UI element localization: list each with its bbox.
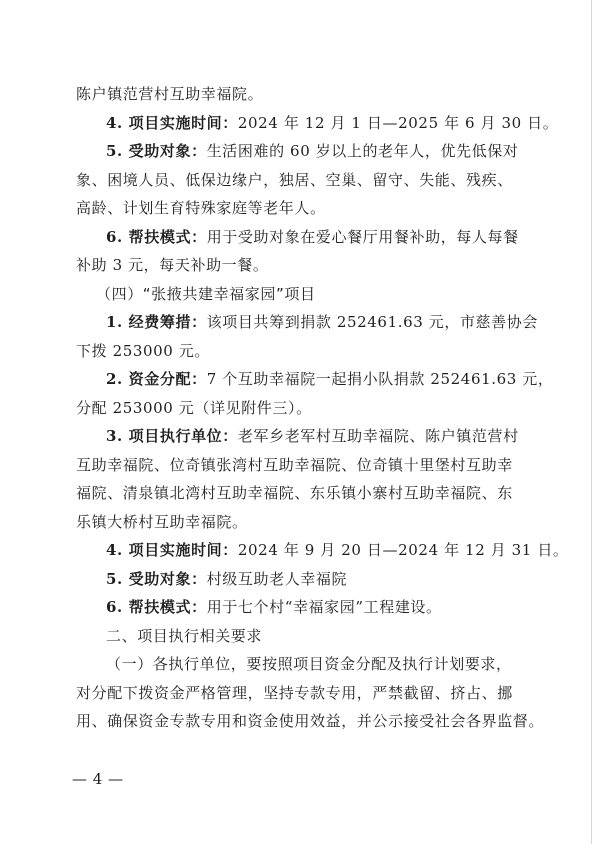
item-line xyxy=(76,565,528,594)
line-text: 分配 253000 元（详见附件三）。 xyxy=(76,398,312,417)
item-label: 5. 受助对象： xyxy=(106,142,207,160)
text-line xyxy=(76,679,528,708)
item-line xyxy=(76,536,569,565)
item-line xyxy=(76,422,528,451)
item-text: 该项目共筹到捐款 252461.63 元，市慈善协会 xyxy=(206,313,538,331)
line-text: （一）各执行单位，要按照项目资金分配及执行计划要求， xyxy=(106,655,512,673)
text-line xyxy=(76,166,528,195)
subsection-heading xyxy=(76,280,528,309)
paragraph-line xyxy=(76,650,528,679)
item-line xyxy=(76,137,528,166)
text-line xyxy=(76,451,528,480)
item-line xyxy=(76,223,528,252)
item-line xyxy=(76,593,528,622)
item-label: 4. 项目实施时间： xyxy=(106,113,238,132)
item-label: 4. 项目实施时间： xyxy=(106,541,238,559)
item-text: 2024 年 9 月 20 日—2024 年 12 月 31 日。 xyxy=(237,541,569,559)
item-label: 5. 受助对象： xyxy=(106,569,207,588)
scan-edge-line xyxy=(591,0,592,844)
text-line xyxy=(76,707,545,736)
heading-text: 二、项目执行相关要求 xyxy=(106,626,263,645)
line-text: 陈户镇范营村互助幸福院。 xyxy=(76,85,264,103)
line-text: 补助 3 元，每天补助一餐。 xyxy=(76,256,269,274)
item-text: 7 个互助幸福院一起捐小队捐款 252461.63 元， xyxy=(206,370,554,388)
line-text: 对分配下拨资金严格管理，坚持专款专用，严禁截留、挤占、挪 xyxy=(76,683,513,702)
text-line xyxy=(76,394,528,423)
line-text: 象、困境人员、低保边缘户，独居、空巢、留守、失能、残疾、 xyxy=(76,170,513,189)
text-line xyxy=(76,194,528,223)
text-line xyxy=(76,337,528,366)
item-label: 6. 帮扶模式： xyxy=(106,598,207,616)
text-line xyxy=(76,80,528,109)
page-number: — 4 — xyxy=(72,770,124,788)
item-label: 2. 资金分配： xyxy=(106,370,207,388)
line-text: 福院、清泉镇北湾村互助幸福院、东乐镇小寨村互助幸福院、东 xyxy=(76,484,513,502)
item-line xyxy=(76,365,554,394)
item-label: 1. 经费筹措： xyxy=(106,313,207,331)
line-text: 高龄、计划生育特殊家庭等老年人。 xyxy=(76,199,326,217)
text-line xyxy=(76,479,528,508)
line-text: 乐镇大桥村互助幸福院。 xyxy=(76,512,248,531)
section-heading xyxy=(76,622,528,651)
item-label: 3. 项目执行单位： xyxy=(106,427,238,445)
line-text: 下拨 253000 元。 xyxy=(76,341,210,360)
item-text: 2024 年 12 月 1 日—2025 年 6 月 30 日。 xyxy=(237,113,559,132)
item-text: 用于受助对象在爱心餐厅用餐补助，每人每餐 xyxy=(206,227,519,246)
item-label: 6. 帮扶模式： xyxy=(106,227,207,246)
item-text: 生活困难的 60 岁以上的老年人，优先低保对 xyxy=(206,142,519,160)
heading-text: （四）“张掖共建幸福家园”项目 xyxy=(96,284,316,303)
item-line xyxy=(76,308,538,337)
item-text: 老军乡老军村互助幸福院、陈户镇范营村 xyxy=(237,427,519,445)
document-body xyxy=(76,80,569,736)
item-text: 村级互助老人幸福院 xyxy=(206,569,348,588)
text-line xyxy=(76,508,528,537)
text-line xyxy=(76,251,528,280)
item-line xyxy=(76,109,559,138)
item-text: 用于七个村“幸福家园”工程建设。 xyxy=(206,598,442,616)
line-text: 用、确保资金专款专用和资金使用效益，并公示接受社会各界监督。 xyxy=(76,712,545,730)
line-text: 互助幸福院、位奇镇张湾村互助幸福院、位奇镇十里堡村互助幸 xyxy=(76,455,513,474)
